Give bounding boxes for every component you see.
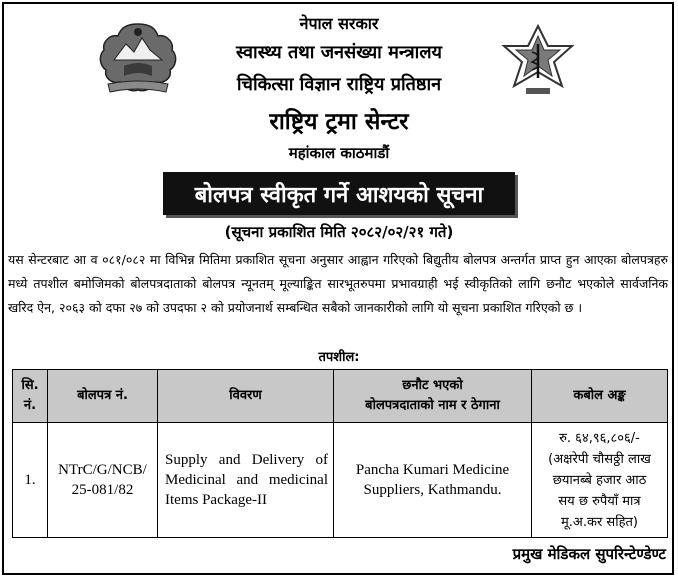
row-winner	[334, 423, 532, 538]
publish-date: (सूचना प्रकाशित मिति २०८२/०२/२१ गते)	[224, 223, 454, 241]
row-amount-line-3: छयानब्बे हजार आठ	[552, 472, 647, 488]
row-description-cell	[158, 423, 334, 538]
header-winner-line-2: बोलपत्रदाताको नाम र ठेगाना	[365, 398, 500, 413]
header-description: विवरण	[158, 370, 334, 423]
details-label: तपशील:	[318, 350, 360, 365]
row-amount-line-4: सय छ रुपैयाँ मात्र	[558, 493, 641, 509]
row-amount-line-1: रु. ६४,९६,८०६/-	[559, 430, 640, 446]
header-winner-line-1: छनौट भएको	[402, 378, 463, 393]
bid-table	[12, 369, 668, 538]
row-description: Supply and Delivery of Medicinal and medicinal Items Package-II	[165, 452, 328, 508]
center-name: राष्ट्रिय ट्रमा सेन्टर	[269, 109, 409, 135]
row-winner-line-2: Suppliers, Kathmandu.	[363, 482, 502, 498]
header-winner	[334, 370, 532, 423]
header-sn: सि. नं.	[13, 370, 48, 423]
notice-body: यस सेन्टरबाट आ व ०८१/०८२ मा विभिन्न मितिमा प्रकाशित सूचना अनुसार आह्वान गरिएको बिद्युतीय बोलपत्र अन्तर्गत प्राप्त हुन आएका बोलपत्रहरु मध्ये तपशील बमोजिमको बोलपत्रदाताको बोलपत्र न्यूनतम् मूल्याङ्कित सारभूतरुपमा प्रभावग्राही भई स्वीकृतिको लागि छनौट भएकोले सार्वजनिक खरिद ऐन, २०६३ को दफा २७ को उपदफा २ को प्रयोजनार्थ सम्बन्धित सबैको जानकारीको लागि यो सूचना प्रकाशित गरिएको छ ।	[8, 252, 668, 315]
row-amount	[532, 423, 668, 538]
row-sn: 1.	[13, 423, 48, 538]
row-amount-line-2: (अक्षरेपी चौसठ्ठी लाख	[548, 451, 651, 467]
header-amount: कबोल अङ्क	[532, 370, 668, 423]
ministry-name: स्वास्थ्य तथा जनसंख्या मन्त्रालय	[236, 42, 442, 63]
header-line-1: नेपाल सरकार	[299, 14, 379, 33]
table-row	[13, 423, 668, 538]
header-bid-no: बोलपत्र नं.	[48, 370, 158, 423]
row-amount-line-5: मू.अ.कर सहित)	[561, 514, 638, 530]
location: महांकाल काठमाडौं	[288, 144, 390, 162]
academy-name: चिकित्सा विज्ञान राष्ट्रिय प्रतिष्ठान	[236, 74, 442, 95]
row-bid-no	[48, 423, 158, 538]
notice-title: बोलपत्र स्वीकृत गर्ने आशयको सूचना	[163, 172, 515, 215]
row-bid-no-line-1: NTrC/G/NCB/	[58, 462, 147, 478]
row-bid-no-line-2: 25-081/82	[71, 482, 134, 498]
table-header-row	[13, 370, 668, 423]
signatory: प्रमुख मेडिकल सुपरिन्टेण्डेण्ट	[512, 545, 666, 563]
row-winner-line-1: Pancha Kumari Medicine	[355, 462, 510, 478]
